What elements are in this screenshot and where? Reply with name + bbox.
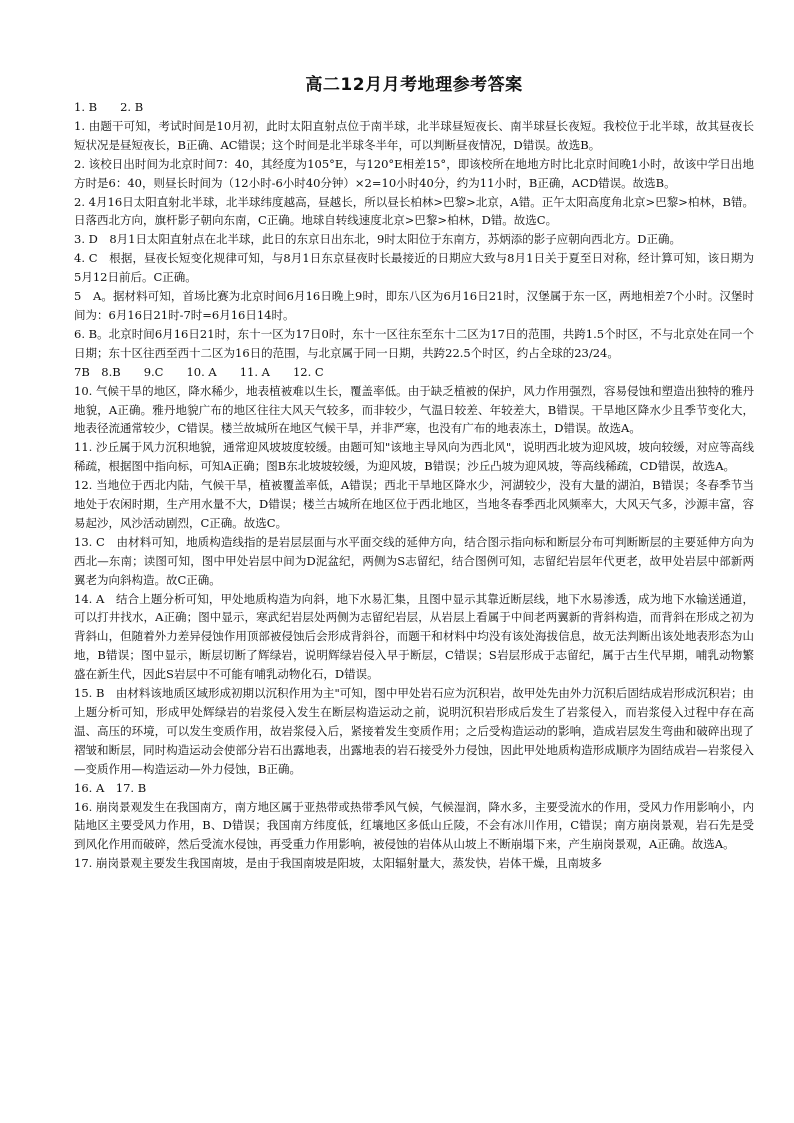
answer-paragraph: 6. B。北京时间6月16日21时，东十一区为17日0时，东十一区往东至东十二区为17日的范围，共跨1.5个时区，不与北京处在同一个日期；东十区往西至西十二区为16日的范围，与北京属于同一日期，共跨22.5个时区，约占全球的23/24。 — [74, 326, 754, 360]
answer-paragraph: 7B 8.B 9.C 10. A 11. A 12. C — [74, 364, 324, 379]
answer-paragraph: 2. 该校日出时间为北京时间7：40，其经度为105°E，与120°E相差15°，即该校所在地地方时比北京时间晚1小时，故该中学日出地方时是6：40，则昼长时间为（12小时-6小时40分钟）×2=10小时40分，约为11小时，B正确，ACD错误。故选B。 — [74, 156, 754, 190]
answer-paragraph: 2. 4月16日太阳直射北半球，北半球纬度越高，昼越长，所以昼长柏林>巴黎>北京，A错。正午太阳高度角北京>巴黎>柏林，B错。日落西北方向，旗杆影子朝向东南，C正确。地球自转线速度北京>巴黎>柏林，D错。故选C。 — [74, 194, 754, 228]
answer-paragraph: 5 A。据材料可知，首场比赛为北京时间6月16日晚上9时，即东八区为6月16日21时，汉堡属于东一区，两地相差7个小时。汉堡时间为：6月16日21时-7时=6月16日14时。 — [74, 289, 754, 322]
answer-paragraph: 4. C 根据，昼夜长短变化规律可知，与8月1日东京昼夜时长最接近的日期应大致与8月1日关于夏至日对称，经计算可知，该日期为5月12日前后。C正确。 — [74, 251, 754, 285]
page-title: 高二12月月考地理参考答案 — [305, 75, 523, 95]
answer-paragraph: 15. B 由材料该地质区域形成初期以沉积作用为主"可知，图中甲处岩石应为沉积岩，故甲处先由外力沉积后固结成岩形成沉积岩；由上题分析可知，形成甲处辉绿岩的岩浆侵入发生在断层构造运动之前，说明沉积岩形成后发生了岩浆侵入，而岩浆侵入过程中存在高温、高压的环境，可以发生变质作用，故岩浆侵入后，紧接着发生变质作用；之后受构造运动的影响，造成岩层发生弯曲和破碎出现了褶皱和断层，同时构造运动会使部分岩石出露地表，出露地表的岩石接受外力侵蚀，因此甲处地质构造形成顺序为固结成岩—岩浆侵入—变质作用—构造运动—外力侵蚀，B正确。 — [74, 686, 754, 776]
answer-paragraph: 3. D 8月1日太阳直射点在北半球，此日的东京日出东北，9时太阳位于东南方，苏炳添的影子应朝向西北方。D正确。 — [74, 232, 682, 247]
answer-paragraph: 17. 崩岗景观主要发生我国南坡，是由于我国南坡是阳坡，太阳辐射量大，蒸发快，岩体干燥，且南坡多 — [74, 856, 602, 871]
answer-paragraph: 10. 气候干旱的地区，降水稀少，地表植被难以生长，覆盖率低。由于缺乏植被的保护，风力作用强烈，容易侵蚀和塑造出独特的雅丹地貌，A正确。雅丹地貌广布的地区往往大风天气较多，而非较少，气温日较差、年较差大，B错误。干旱地区降水少且季节变化大，地表径流通常较少，C错误。楼兰故城所在地区气候干旱，并非严寒，也没有广布的地表冻土，D错误。故选A。 — [74, 383, 754, 436]
answer-paragraph: 16. 崩岗景观发生在我国南方，南方地区属于亚热带或热带季风气候，气候湿润，降水多，主要受流水的作用，受风力作用影响小，内陆地区主要受风力作用，B、D错误；我国南方纬度低，红壤地区多低山丘陵，不会有冰川作用，C错误；南方崩岗景观，岩石先是受到风化作用而破碎，然后受流水侵蚀，再受重力作用影响，被侵蚀的岩体从山坡上不断崩塌下来，产生崩岗景观，A正确。故选A。 — [74, 799, 754, 852]
answer-paragraph: 11. 沙丘属于风力沉积地貌，通常迎风坡坡度较缓。由题可知"该地主导风向为西北风"，说明西北坡为迎风坡，坡向较缓，对应等高线稀疏，根据图中指向标，可知A正确；图B东北坡坡较缓，为迎风坡，B错误；沙丘凸坡为迎风坡，等高线稀疏，CD错误，故选A。 — [74, 440, 754, 474]
answer-paragraph: 12. 当地位于西北内陆，气候干旱，植被覆盖率低，A错误；西北干旱地区降水少，河湖较少，没有大量的湖泊，B错误；冬春季节当地处于农闲时期，生产用水量不大，D错误；楼兰古城所在地区位于西北地区，当地冬春季西北风频率大，大风天气多，沙源丰富，容易起沙，风沙活动剧烈，C正确。故选C。 — [74, 478, 754, 530]
answer-body — [74, 98, 754, 873]
answer-paragraph: 1. 由题干可知，考试时间是10月初，此时太阳直射点位于南半球，北半球昼短夜长、南半球昼长夜短。我校位于北半球，故其昼夜长短状况是昼短夜长，B正确、AC错误；这个时间是北半球冬半年，可以判断昼夜情况，D错误。故选B。 — [74, 118, 754, 152]
answer-paragraph: 13. C 由材料可知，地质构造线指的是岩层层面与水平面交线的延伸方向，结合图示指向标和断层分布可判断断层的主要延伸方向为西北—东南；读图可知，图中甲处岩层中间为D泥盆纪，两侧为S志留纪，结合图例可知，志留纪岩层年代更老，故甲处岩层中部新两翼老为向斜构造。故C正确。 — [74, 534, 754, 587]
answer-paragraph: 16. A 17. B — [74, 780, 147, 795]
answer-paragraph: 14. A 结合上题分析可知，甲处地质构造为向斜，地下水易汇集，且图中显示其靠近断层线，地下水易渗透，成为地下水输送通道，可以打井找水，A正确；图中显示，寒武纪岩层处两侧为志留纪岩层，从岩层上看属于中间老两翼新的背斜构造，而背斜在形成之初为背斜山，但随着外力差异侵蚀作用顶部被侵蚀后会形成背斜谷，而题干和材料中均没有该处海拔信息，故无法判断出该处地表形态为山地，B错误；图中显示，断层切断了辉绿岩，说明辉绿岩侵入早于断层，C错误；S岩层形成于志留纪，属于古生代早期，哺乳动物繁盛在新生代，因此S岩层中不可能有哺乳动物化石，D错误。 — [74, 591, 754, 682]
answer-paragraph: 1. B 2. B — [74, 100, 144, 114]
